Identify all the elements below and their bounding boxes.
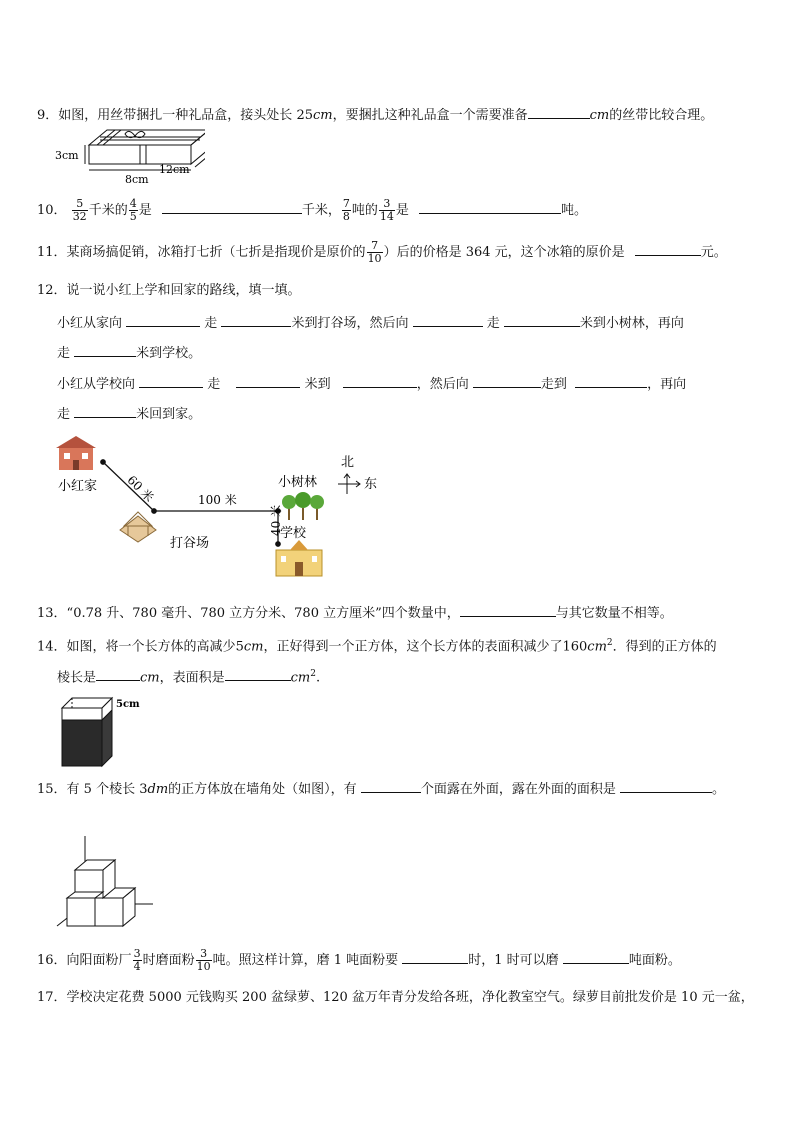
route-map <box>50 432 390 582</box>
answer-blank[interactable] <box>504 312 580 327</box>
answer-blank[interactable] <box>620 778 712 793</box>
compass-icon <box>338 474 360 494</box>
fig-5cm-label: 5cm <box>116 699 140 710</box>
answer-blank[interactable] <box>563 949 629 964</box>
fraction: $\frac{4}{5}$ <box>129 197 137 223</box>
distance-100-label: 100 米 <box>198 493 237 507</box>
question-17: 17．学校决定花费 5000 元钱购买 200 盆绿萝、120 盆万年青分发给各班，净化教室空气。绿萝目前批发价是 10 元一盆， <box>37 990 754 1005</box>
answer-blank[interactable] <box>460 602 556 617</box>
home-label: 小红家 <box>58 479 98 494</box>
fraction: $\frac{3}{10}$ <box>196 947 211 973</box>
school-label: 学校 <box>280 526 307 541</box>
fraction: $\frac{7}{10}$ <box>367 239 382 265</box>
answer-blank[interactable] <box>221 312 291 327</box>
answer-blank[interactable] <box>413 312 483 327</box>
question-13: 13．“0.78 升、780 毫升、780 立方分米、780 立方厘米”四个数量中， 与其它数量不相等。 <box>37 602 673 624</box>
answer-blank[interactable] <box>162 199 302 214</box>
farm-label: 打谷场 <box>170 536 210 551</box>
question-16: 16．向阳面粉厂 $\frac{3}{4}$ 时磨面粉 $\frac{3}{10}$ 吨。照这样计算，磨 1 吨面粉要 时，1 时可以磨 吨面粉。 <box>37 947 681 973</box>
question-14: 14．如图，将一个长方体的高减少5cm，正好得到一个正方体，这个长方体的表面积减少了$160cm^2$．得到的正方体的 <box>37 638 717 655</box>
school-icon <box>276 540 322 576</box>
answer-blank[interactable] <box>139 373 203 388</box>
answer-blank[interactable] <box>635 241 701 256</box>
house-icon <box>56 436 96 470</box>
answer-blank[interactable] <box>343 373 417 388</box>
answer-blank[interactable] <box>126 312 200 327</box>
question-11: 11．某商场搞促销，冰箱打七折（七折是指现价是原价的 $\frac{7}{10}$ ）后的价格是 364 元，这个冰箱的原价是 元。 <box>37 239 727 265</box>
q12-line-1: 小红从家向 走 米到打谷场，然后向 走 米到小树林，再向 <box>57 312 684 334</box>
q12-line-4: 走 米回到家。 <box>57 403 201 425</box>
north-label: 北 <box>341 455 355 470</box>
fig-length-label: 8cm <box>125 173 149 186</box>
trees-icon <box>282 492 324 520</box>
fig-width-label: 12cm <box>159 163 190 176</box>
answer-blank[interactable] <box>419 199 561 214</box>
gift-box-figure <box>55 126 205 188</box>
answer-blank[interactable] <box>74 342 136 357</box>
distance-60-label: 60 米 <box>124 472 157 505</box>
woods-label: 小树林 <box>278 475 318 490</box>
question-14-line-2: 棱长是 cm，表面积是 $cm^2$. <box>57 664 320 688</box>
threshing-ground-icon <box>120 512 156 542</box>
east-label: 东 <box>364 477 378 492</box>
fraction: $\frac{5}{32}$ <box>72 197 87 223</box>
answer-blank[interactable] <box>361 778 421 793</box>
answer-blank[interactable] <box>402 949 468 964</box>
answer-blank[interactable] <box>96 666 140 681</box>
question-9: 9．如图，用丝带捆扎一种礼品盒，接头处长 25cm，要捆扎这种礼品盒一个需要准备 cm的丝带比较合理。 <box>37 104 713 126</box>
fig-height-label: 3cm <box>55 149 79 162</box>
answer-blank[interactable] <box>528 104 590 119</box>
answer-blank[interactable] <box>473 373 541 388</box>
distance-40-label: 40 米 <box>269 504 283 536</box>
answer-blank[interactable] <box>236 373 300 388</box>
answer-blank[interactable] <box>225 666 291 681</box>
answer-blank[interactable] <box>74 403 136 418</box>
q12-line-3: 小红从学校向 走 米到 ，然后向 走到 ，再向 <box>57 373 686 395</box>
question-12: 12．说一说小红上学和回家的路线，填一填。 <box>37 283 301 298</box>
answer-blank[interactable] <box>575 373 647 388</box>
question-10: 10． $\frac{5}{32}$ 千米的 $\frac{4}{5}$ 是 千米， $\frac{7}{8}$ 吨的 $\frac{3}{14}$ 是 吨。 <box>37 197 588 223</box>
cubes-in-corner-figure <box>55 834 165 930</box>
question-15: 15．有 5 个棱长 3dm的正方体放在墙角处（如图），有 个面露在外面，露在外面的面积是 。 <box>37 778 725 800</box>
fraction: $\frac{3}{14}$ <box>379 197 394 223</box>
q12-line-2: 走 米到学校。 <box>57 342 201 364</box>
fraction: $\frac{7}{8}$ <box>342 197 350 223</box>
cuboid-figure <box>60 694 150 768</box>
fraction: $\frac{3}{4}$ <box>133 947 141 973</box>
